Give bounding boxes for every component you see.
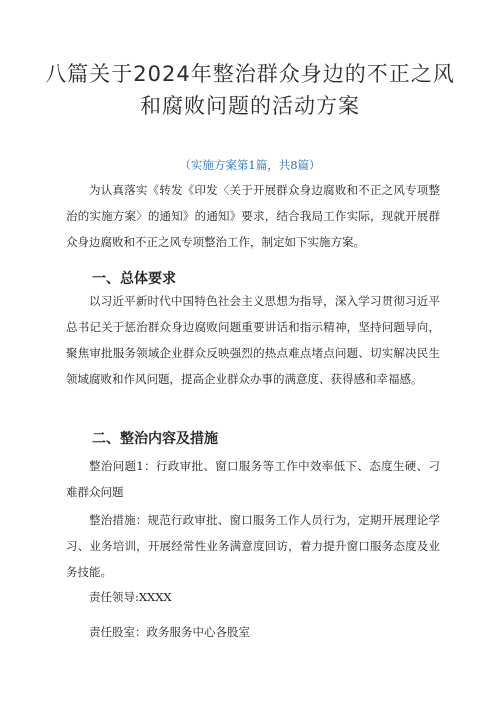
title-line-2: 和腐败问题的活动方案	[140, 94, 360, 118]
section-1-body: 以习近平新时代中国特色社会主义思想为指导，深入学习贯彻习近平总书记关于惩治群众身边腐败问题重要讲话和指示精神，坚持问题导向，聚焦审批服务领域企业群众反映强烈的热点难点堵点问题、切实解决民生领域腐败和作风问题，提高企业群众办事的满意度、获得感和幸福感。	[66, 294, 440, 386]
responsible-leader: 责任领导:XXXX	[89, 590, 172, 604]
section-2-heading: 二、整治内容及措施	[92, 431, 218, 447]
section-1-heading: 一、总体要求	[92, 271, 176, 287]
issue-1-paragraph: 整治问题1：行政审批、窗口服务等工作中效率低下、态度生硬、刁难群众问题	[66, 459, 440, 499]
responsible-office: 责任股室：政务服务中心各股室	[89, 625, 250, 639]
document-title	[40, 58, 460, 122]
title-line-1: 八篇关于2024年整治群众身边的不正之风	[45, 62, 455, 86]
measures-paragraph: 整治措施：规范行政审批、窗口服务工作人员行为，定期开展理论学习、业务培训，开展经常性业务满意度回访，着力提升窗口服务态度及业务技能。	[66, 513, 440, 579]
document-subtitle: （实施方案第1篇，共8篇）	[179, 158, 321, 172]
intro-paragraph: 为认真落实《转发《印发〈关于开展群众身边腐败和不正之风专项整治的实施方案〉的通知》的通知》要求，结合我局工作实际，现就开展群众身边腐败和不正之风专项整治工作，制定如下实施方案。	[66, 183, 440, 249]
